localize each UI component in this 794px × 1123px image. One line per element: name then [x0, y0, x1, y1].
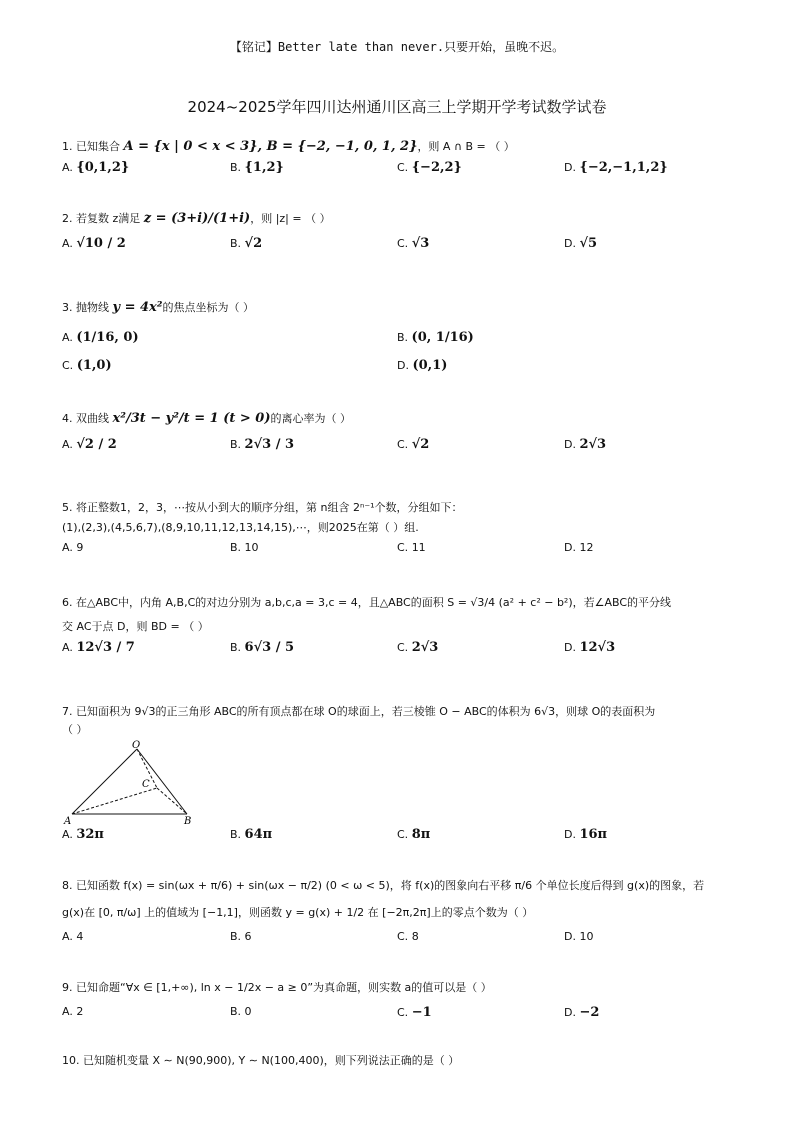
question-5-line1: 5. 将正整数1，2，3，⋯按从小到大的顺序分组，第 n组含 2ⁿ⁻¹个数，分组如下： — [62, 501, 463, 514]
q7-option-b[interactable]: B. 64π — [230, 827, 273, 842]
q5-option-a[interactable]: A. 9 — [62, 541, 84, 554]
q1-option-b[interactable]: B. {1,2} — [230, 160, 284, 175]
question-7-line1: 7. 已知面积为 9√3的正三角形 ABC的所有顶点都在球 O的球面上，若三棱锥 O − ABC的体积为 6√3，则球 O的表面积为 — [62, 705, 656, 718]
question-6-line1: 6. 在△ABC中，内角 A,B,C的对边分别为 a,b,c,a = 3,c = 4，且△ABC的面积 S = √3/4 (a² + c² − b²)，若∠ABC的平分线 — [62, 596, 672, 609]
label-c: C — [142, 779, 150, 790]
q1-option-a[interactable]: A. {0,1,2} — [62, 160, 130, 175]
q2-option-b[interactable]: B. √2 — [230, 236, 263, 251]
q1-option-d[interactable]: D. {−2,−1,1,2} — [564, 160, 668, 175]
q6-option-b[interactable]: B. 6√3 / 5 — [230, 640, 295, 655]
edge-oa — [72, 749, 137, 814]
q4-option-c[interactable]: C. √2 — [397, 437, 430, 452]
q9-option-c[interactable]: C. −1 — [397, 1005, 432, 1020]
q9-option-d[interactable]: D. −2 — [564, 1005, 600, 1020]
q4-option-b[interactable]: B. 2√3 / 3 — [230, 437, 295, 452]
q2-option-d[interactable]: D. √5 — [564, 236, 598, 251]
q8-option-c[interactable]: C. 8 — [397, 930, 419, 943]
label-a: A — [64, 816, 72, 826]
edge-cb — [157, 788, 187, 814]
q9-option-a[interactable]: A. 2 — [62, 1005, 84, 1018]
question-2-stem: 2. 若复数 z满足 z = (3+i)/(1+i)，则 |z| = （ ） — [62, 211, 331, 226]
question-9-line1: 9. 已知命题“∀x ∈ [1,+∞), ln x − 1/2x − a ≥ 0”为真命题，则实数 a的值可以是（ ） — [62, 981, 492, 994]
q4-option-d[interactable]: D. 2√3 — [564, 437, 607, 452]
question-8-line1: 8. 已知函数 f(x) = sin(ωx + π/6) + sin(ωx − π/2) (0 < ω < 5)，将 f(x)的图象向右平移 π/6 个单位长度后得到 g(x)的图象，若 — [62, 879, 705, 892]
q4-option-a[interactable]: A. √2 / 2 — [62, 437, 117, 452]
question-10-line1: 10. 已知随机变量 X ∼ N(90,900), Y ∼ N(100,400)，则下列说法正确的是（ ） — [62, 1054, 460, 1067]
pyramid-figure — [62, 740, 202, 826]
question-8-line2: g(x)在 [0, π/ω] 上的值域为 [−1,1]，则函数 y = g(x) + 1/2 在 [−2π,2π]上的零点个数为（ ） — [62, 906, 534, 919]
q7-option-a[interactable]: A. 32π — [62, 827, 104, 842]
q8-option-b[interactable]: B. 6 — [230, 930, 252, 943]
question-4-stem: 4. 双曲线 x²/3t − y²/t = 1 (t > 0)的离心率为（ ） — [62, 411, 351, 426]
q8-option-a[interactable]: A. 4 — [62, 930, 84, 943]
question-5-line2: (1),(2,3),(4,5,6,7),(8,9,10,11,12,13,14,15),⋯，则2025在第（ ）组. — [62, 521, 419, 534]
q7-option-d[interactable]: D. 16π — [564, 827, 608, 842]
q2-option-a[interactable]: A. √10 / 2 — [62, 236, 126, 251]
q3-option-d[interactable]: D. (0,1) — [397, 358, 448, 373]
q3-option-a[interactable]: A. (1/16, 0) — [62, 330, 139, 345]
page-title: 2024~2025学年四川达州通川区高三上学期开学考试数学试卷 — [187, 98, 607, 116]
q6-option-d[interactable]: D. 12√3 — [564, 640, 616, 655]
q5-option-c[interactable]: C. 11 — [397, 541, 426, 554]
label-o: O — [132, 740, 141, 751]
q2-option-c[interactable]: C. √3 — [397, 236, 430, 251]
q9-option-b[interactable]: B. 0 — [230, 1005, 252, 1018]
q7-option-c[interactable]: C. 8π — [397, 827, 431, 842]
question-1-stem: 1. 已知集合 A = {x | 0 < x < 3}, B = {−2, −1, 0, 1, 2}，则 A ∩ B = （ ） — [62, 139, 515, 154]
q3-option-b[interactable]: B. (0, 1/16) — [397, 330, 474, 345]
q6-option-a[interactable]: A. 12√3 / 7 — [62, 640, 135, 655]
page-motto: 【铭记】Better late than never.只要开始，虽晚不迟。 — [229, 40, 565, 54]
q5-option-d[interactable]: D. 12 — [564, 541, 594, 554]
q5-option-b[interactable]: B. 10 — [230, 541, 259, 554]
label-b: B — [184, 816, 192, 826]
question-6-line2: 交 AC于点 D，则 BD = （ ） — [62, 620, 209, 633]
question-7-line2: （ ） — [62, 723, 88, 736]
q1-option-c[interactable]: C. {−2,2} — [397, 160, 462, 175]
q3-option-c[interactable]: C. (1,0) — [62, 358, 112, 373]
q8-option-d[interactable]: D. 10 — [564, 930, 594, 943]
question-3-stem: 3. 抛物线 y = 4x²的焦点坐标为（ ） — [62, 300, 254, 315]
q6-option-c[interactable]: C. 2√3 — [397, 640, 439, 655]
